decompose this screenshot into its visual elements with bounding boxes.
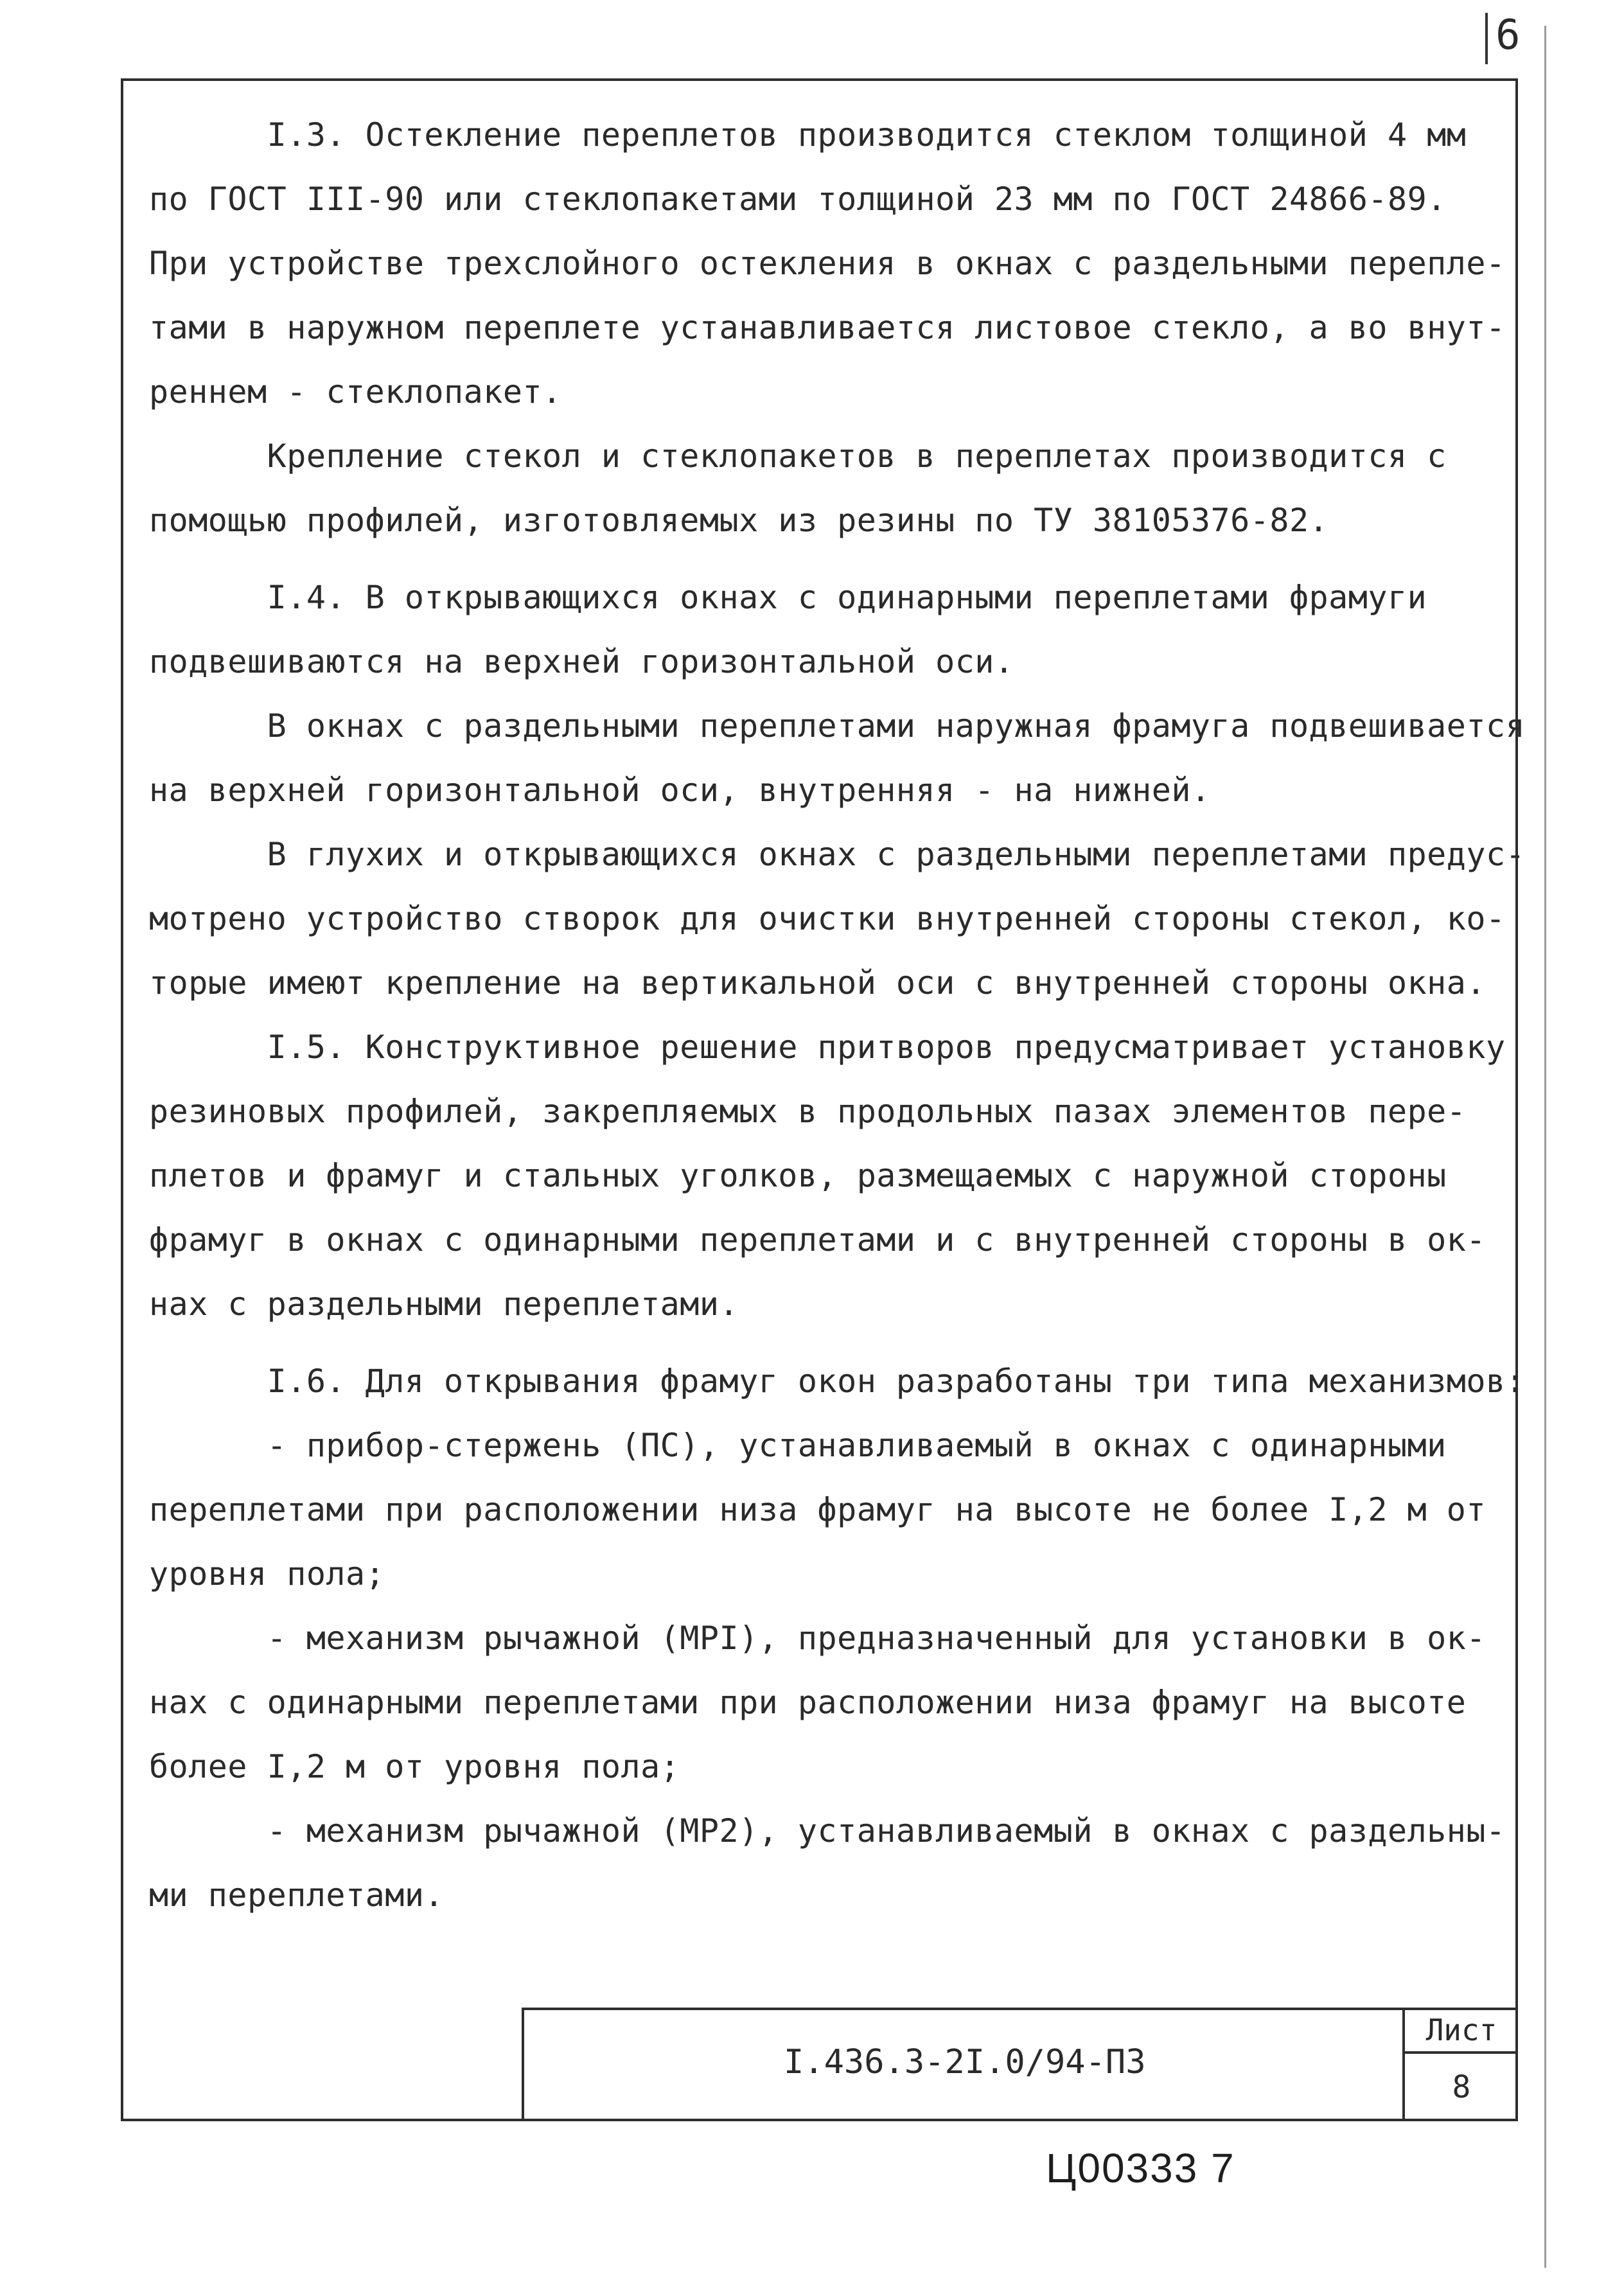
document-code: I.436.3-2I.0/94-ПЗ — [784, 2043, 1146, 2081]
sheet-number: 8 — [1452, 2069, 1471, 2105]
text-line: мотрено устройство створок для очистки внутренней стороны стекол, ко- — [149, 900, 1506, 937]
text-line: подвешиваются на верхней горизонтальной оси. — [149, 643, 1014, 680]
text-line: I.6. Для открывания фрамуг окон разработаны три типа механизмов: — [149, 1363, 1526, 1400]
text-line: резиновых профилей, закрепляемых в продольных пазах элементов пере- — [149, 1093, 1467, 1130]
text-line: - механизм рычажной (МРI), предназначенный для установки в ок- — [149, 1620, 1486, 1657]
text-line: I.5. Конструктивное решение притворов предусматривает установку — [149, 1029, 1506, 1066]
text-line: нах с раздельными переплетами. — [149, 1285, 739, 1323]
text-line: фрамуг в окнах с одинарными переплетами и с внутренней стороны в ок- — [149, 1221, 1486, 1258]
text-line: В окнах с раздельными переплетами наружная фрамуга подвешивается — [149, 707, 1526, 745]
text-line: более I,2 м от уровня пола; — [149, 1748, 680, 1785]
sheet-box — [1402, 2008, 1518, 2121]
text-line: реннем - стеклопакет. — [149, 373, 562, 411]
corner-page-number: 6 — [1496, 12, 1521, 59]
text-line: плетов и фрамуг и стальных уголков, размещаемых с наружной стороны — [149, 1157, 1447, 1194]
text-line: I.3. Остекление переплетов производится стеклом толщиной 4 мм — [149, 116, 1467, 154]
text-line: на верхней горизонтальной оси, внутренняя - на нижней. — [149, 772, 1211, 809]
text-line: ми переплетами. — [149, 1877, 445, 1914]
text-line: Крепление стекол и стеклопакетов в переплетах производится с — [149, 437, 1447, 475]
paragraph-gap — [149, 552, 1511, 565]
text-line: помощью профилей, изготовляемых из резины по ТУ 38105376-82. — [149, 502, 1329, 539]
text-line: переплетами при расположении низа фрамуг на высоте не более I,2 м от — [149, 1491, 1486, 1528]
text-line: При устройстве трехслойного остекления в окнах с раздельными перепле- — [149, 245, 1506, 282]
corner-separator — [1485, 13, 1488, 64]
text-line: по ГОСТ III-90 или стеклопакетами толщиной 23 мм по ГОСТ 24866-89. — [149, 181, 1447, 218]
paragraph-gap — [149, 1336, 1511, 1349]
text-line: В глухих и открывающихся окнах с раздельными переплетами предус- — [149, 836, 1526, 873]
page-edge-line — [1544, 26, 1546, 2268]
document-body — [149, 103, 1526, 1927]
sheet-label: Лист — [1405, 2008, 1518, 2054]
archive-mark: Ц00333 7 — [1046, 2145, 1235, 2191]
text-line: тами в наружном переплете устанавливается листовое стекло, а во внут- — [149, 309, 1506, 346]
text-line: I.4. В открывающихся окнах с одинарными переплетами фрамуги — [149, 579, 1427, 616]
text-line: уровня пола; — [149, 1555, 385, 1593]
text-line: нах с одинарными переплетами при расположении низа фрамуг на высоте — [149, 1684, 1467, 1721]
text-line: - прибор-стержень (ПС), устанавливаемый в окнах с одинарными — [149, 1427, 1447, 1464]
text-line: - механизм рычажной (МР2), устанавливаемый в окнах с раздельны- — [149, 1812, 1506, 1850]
text-line: торые имеют крепление на вертикальной оси с внутренней стороны окна. — [149, 964, 1486, 1002]
